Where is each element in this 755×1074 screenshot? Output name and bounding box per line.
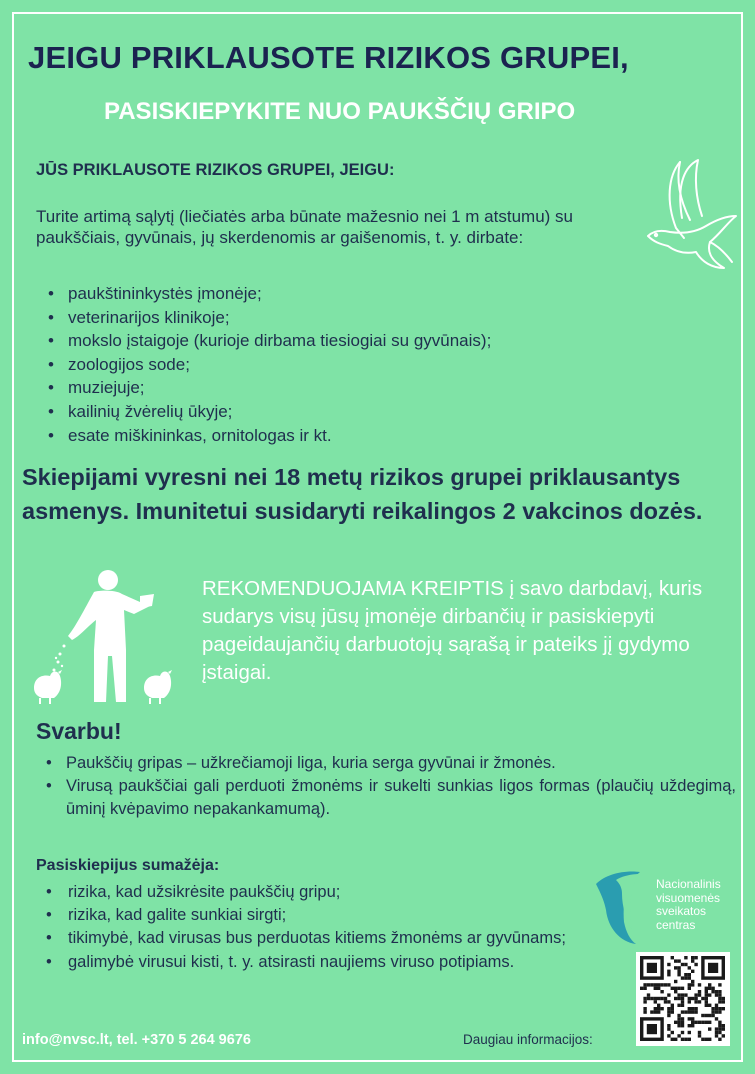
nvsc-logo-icon — [592, 866, 654, 946]
list-item: • tikimybė, kad virusas bus perduotas kitiems žmonėms ar gyvūnams; — [34, 927, 594, 950]
reduction-list — [34, 881, 594, 974]
list-item: • rizika, kad užsikrėsite paukščių gripu; — [34, 881, 594, 904]
qr-code-icon[interactable] — [636, 952, 730, 1046]
logo-line: visuomenės — [656, 890, 721, 905]
risk-workplace-list — [48, 282, 628, 447]
list-item: • rizika, kad galite sunkiai sirgti; — [34, 904, 594, 927]
list-item: • muziejuje; — [48, 376, 628, 400]
list-item: • Virusą paukščiai gali perduoti žmonėms ir sukelti sunkias ligos formas (plaučių uždegimą, ūminį kvėpavimo nepakankamumą). — [46, 775, 736, 821]
list-item: • paukštininkystės įmonėje; — [48, 282, 628, 306]
vaccination-statement: Skiepijami vyresni nei 18 metų rizikos grupei priklausantys asmenys. Imunitetui susidaryti reikalingos 2 vakcinos dozės. — [22, 464, 703, 524]
dove-icon — [640, 158, 740, 272]
list-item: • esate miškininkas, ornitologas ir kt. — [48, 424, 628, 448]
reduction-heading: Pasiskiepijus sumažėja: — [36, 857, 220, 874]
logo-line: centras — [656, 917, 696, 932]
recommendation-text: REKOMENDUOJAMA KREIPTIS į savo darbdavį, kuris sudarys visų jūsų įmonėje dirbančių ir pasiskiepyti pageidaujančių darbuotojų sąrašą ir pateiks jį gydymo įstaigai. — [202, 577, 703, 684]
list-item: • kailinių žvėrelių ūkyje; — [48, 400, 628, 424]
farmer-feeding-chickens-icon — [28, 566, 178, 708]
list-item: • Paukščių gripas – užkrečiamoji liga, kuria serga gyvūnai ir žmonės. — [46, 752, 736, 775]
list-item: • mokslo įstaigoje (kurioje dirbama tiesiogiai su gyvūnais); — [48, 329, 628, 353]
logo-line: sveikatos — [656, 904, 707, 918]
risk-group-heading: JŪS PRIKLAUSOTE RIZIKOS GRUPEI, JEIGU: — [36, 161, 395, 179]
page-subtitle: PASISKIEPYKITE NUO PAUKŠČIŲ GRIPO — [104, 98, 576, 125]
page-title: JEIGU PRIKLAUSOTE RIZIKOS GRUPEI, — [28, 40, 629, 75]
logo-line: Nacionalinis — [656, 877, 721, 891]
list-item: • zoologijos sode; — [48, 353, 628, 377]
risk-intro-text: Turite artimą sąlytį (liečiatės arba būnate mažesnio nei 1 m atstumu) su paukščiais, gyvūnais, jų skerdenomis ar gaišenomis, t. y. dirbate: — [36, 207, 573, 247]
contact-info[interactable]: info@nvsc.lt, tel. +370 5 264 9676 — [22, 1032, 251, 1048]
list-item: • veterinarijos klinikoje; — [48, 306, 628, 330]
list-item: • galimybė virusui kisti, t. y. atsirasti naujiems viruso potipiams. — [34, 951, 594, 974]
important-list — [46, 752, 736, 821]
more-info-label: Daugiau informacijos: — [463, 1032, 593, 1047]
important-heading: Svarbu! — [36, 718, 122, 744]
nvsc-logo-text — [656, 878, 746, 932]
